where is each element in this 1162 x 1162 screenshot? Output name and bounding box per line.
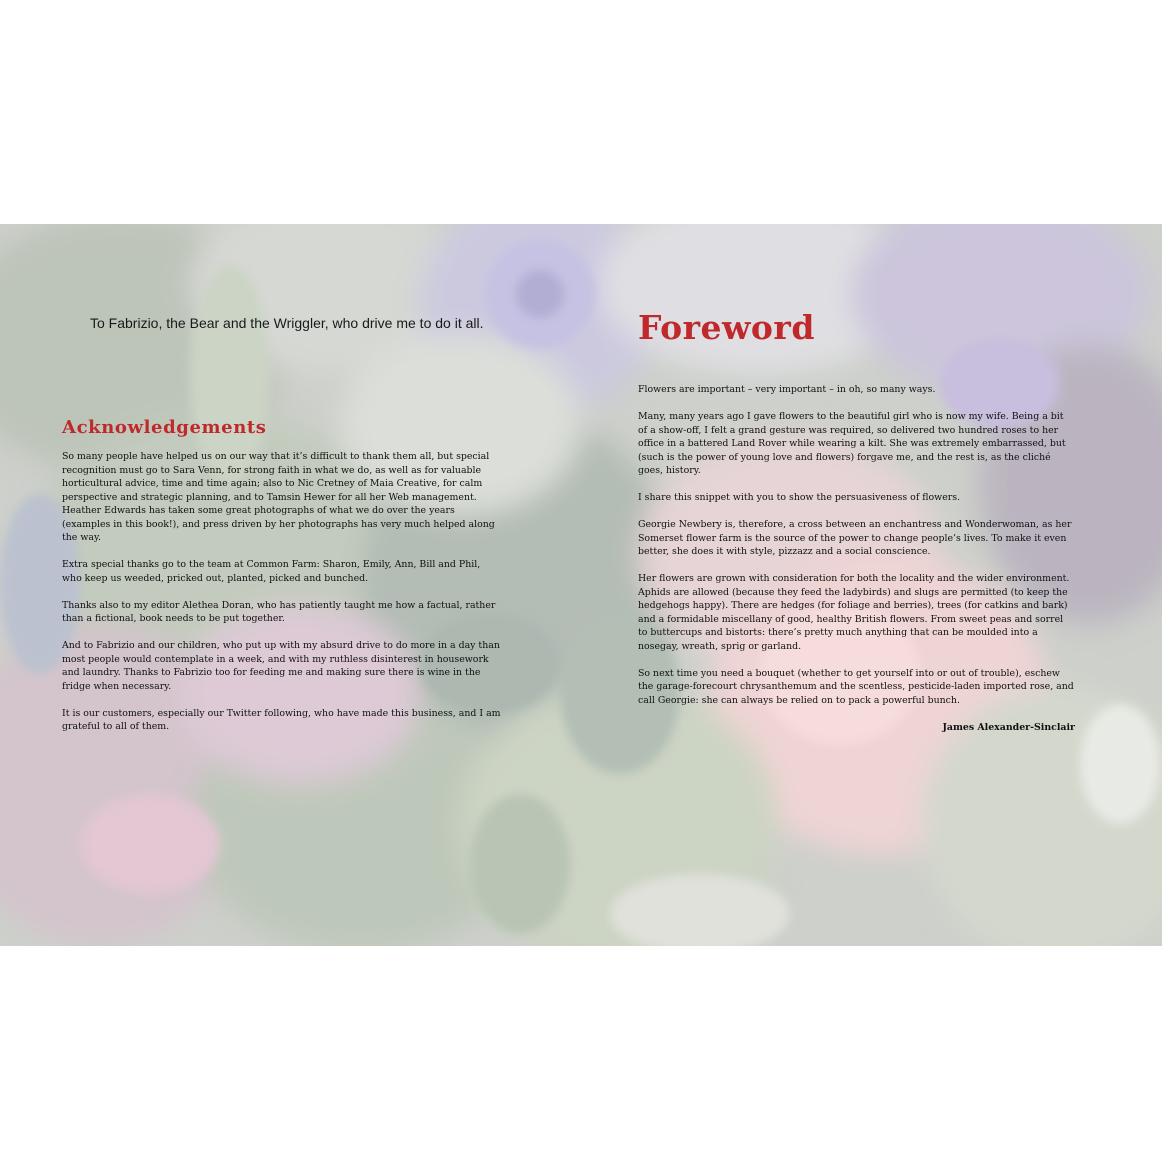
right-page: [581, 224, 1162, 946]
foreword-paragraph: So next time you need a bouquet (whether to get yourself into or out of trouble), eschew the garage-forecourt chrysanthemum and the scentless, pesticide-laden imported rose, and call Georgie: she can always be relied on to pack a powerful bunch.: [638, 667, 1074, 706]
foreword-body: [638, 383, 1075, 748]
acknowledgements-body: [62, 450, 502, 747]
foreword-signature: James Alexander-Sinclair: [942, 721, 1075, 733]
foreword-heading: Foreword: [638, 308, 815, 347]
dedication-text: To Fabrizio, the Bear and the Wriggler, who drive me to do it all.: [90, 315, 484, 331]
acknowledgements-paragraph: Thanks also to my editor Alethea Doran, who has patiently taught me how a factual, rather than a fictional, book needs to be put together.: [62, 599, 496, 624]
acknowledgements-paragraph: And to Fabrizio and our children, who put up with my absurd drive to do more in a day than most people would contemplate in a week, and with my ruthless disinterest in housework and laundry. Thanks to Fabrizio too for feeding me and making sure there is wine in the fridge when necessary.: [62, 640, 500, 692]
foreword-paragraph: Georgie Newbery is, therefore, a cross between an enchantress and Wonderwoman, as her Somerset flower farm is the source of the power to change people’s lives. To make it even better, she does it with style, pizzazz and a social conscience.: [638, 519, 1072, 557]
book-spread: [0, 224, 1162, 946]
foreword-paragraph: Her flowers are grown with consideration for both the locality and the wider environment. Aphids are allowed (because they feed the ladybirds) and slugs are permitted (to keep the hedgehogs happy). There are hedges (for foliage and berries), trees (for catkins and bark) and a formidable miscellany of good, healthy British flowers. From sweet peas and sorrel to buttercups and bistorts: there’s pretty much anything that can be moulded into a nosegay, wreath, sprig or garland.: [638, 573, 1070, 652]
foreword-paragraph: Many, many years ago I gave flowers to the beautiful girl who is now my wife. Being a bit of a show-off, I felt a grand gesture was required, so delivered two hundred roses to her office in a battered Land Rover while wearing a kilt. She was extremely embarrassed, but (such is the power of young love and flowers) forgave me, and the rest is, as the cliché goes, history.: [638, 411, 1066, 476]
left-page: [0, 224, 581, 946]
foreword-paragraph: Flowers are important – very important – in oh, so many ways.: [638, 384, 936, 395]
acknowledgements-heading: Acknowledgements: [62, 417, 267, 438]
foreword-paragraph: I share this snippet with you to show the persuasiveness of flowers.: [638, 492, 961, 503]
acknowledgements-paragraph: So many people have helped us on our way that it’s difficult to thank them all, but special recognition must go to Sara Venn, for strong faith in what we do, as well as for valuable horticultural advice, time and time again; also to Nic Cretney of Maia Creative, for calm perspective and strategic planning, and to Tamsin Hewer for all her Web management. Heather Edwards has taken some great photographs of what we do over the years (examples in this book!), and press driven by her photographs has very much helped along the way.: [62, 451, 495, 543]
acknowledgements-paragraph: Extra special thanks go to the team at Common Farm: Sharon, Emily, Ann, Bill and Phil, who keep us weeded, pricked out, planted, picked and bunched.: [62, 559, 481, 584]
acknowledgements-paragraph: It is our customers, especially our Twitter following, who have made this business, and I am grateful to all of them.: [62, 707, 501, 732]
